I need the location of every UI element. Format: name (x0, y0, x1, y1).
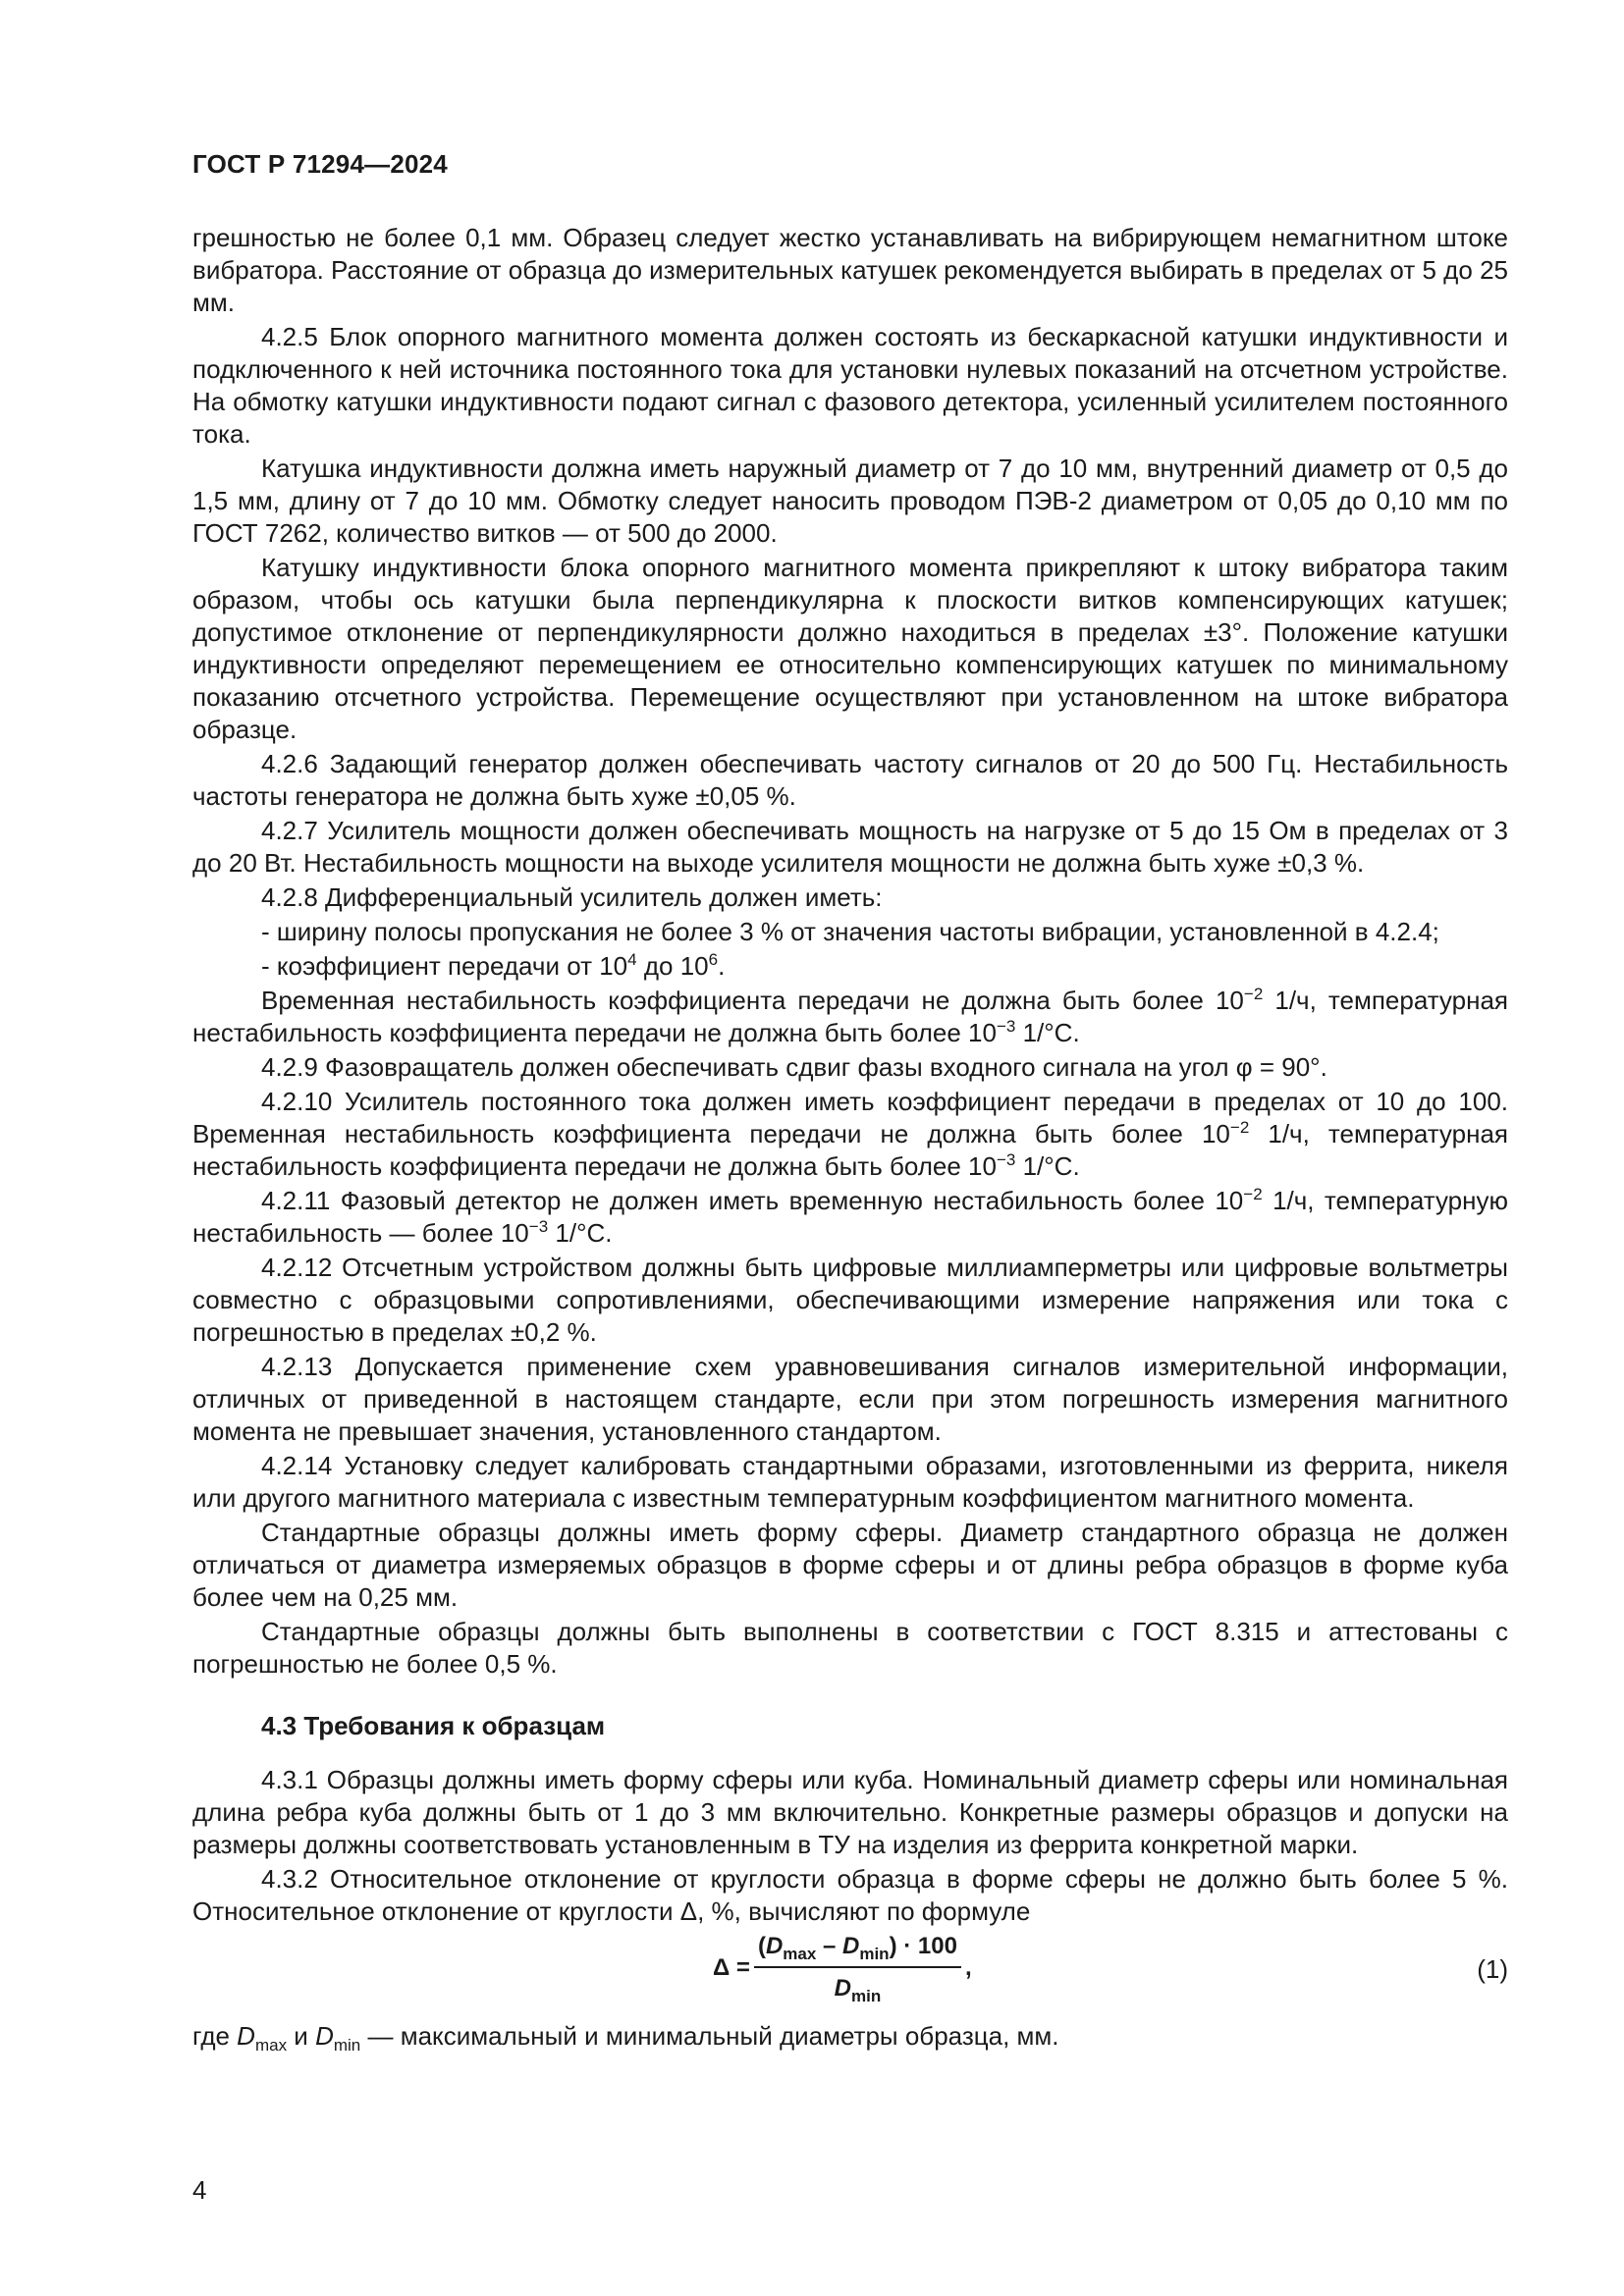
formula (713, 1930, 972, 2004)
text: 1/ч, температурная нестабильность коэффициента передачи не должна быть более 10 (192, 986, 1508, 1047)
superscript: −3 (528, 1217, 549, 1236)
symbol-d: D (237, 2021, 255, 2051)
text: Временная нестабильность коэффициента передачи не должна быть более 10 (261, 986, 1244, 1015)
formula-numerator (754, 1930, 961, 1968)
paragraph: Стандартные образцы должны быть выполнены в соответствии с ГОСТ 8.315 и аттестованы с погрешностью не более 0,5 %. (192, 1617, 1508, 1679)
text: — максимальный и минимальный диаметры образца, мм. (360, 2021, 1059, 2051)
formula-lhs: Δ = (713, 1953, 750, 1981)
subscript: min (859, 1945, 890, 1963)
superscript: −2 (1243, 985, 1264, 1003)
document-body (192, 222, 1508, 2055)
symbol-d: D (315, 2021, 334, 2051)
paragraph-4-2-11 (192, 1185, 1508, 1250)
text: 1/ч, температурная нестабильность коэффициента передачи не должна быть более 10 (192, 1119, 1508, 1181)
text: – (816, 1933, 842, 1959)
symbol-d: D (834, 1975, 851, 2002)
superscript: 6 (708, 950, 719, 969)
paragraph-4-2-9: 4.2.9 Фазовращатель должен обеспечивать сдвиг фазы входного сигнала на угол φ = 90°. (261, 1052, 1327, 1082)
text: 1/°С. (548, 1218, 613, 1248)
document-header: ГОСТ Р 71294—2024 (192, 149, 448, 179)
text: 4.2.11 Фазовый детектор не должен иметь временную нестабильность более 10 (261, 1186, 1244, 1215)
paragraph-4-2-14: 4.2.14 Установку следует калибровать стандартными образами, изготовленными из феррита, никеля или другого магнитного материала с известным температурным коэффициентом магнитного момента. (192, 1451, 1508, 1513)
symbol-d: D (842, 1933, 860, 1959)
subscript: min (851, 1987, 882, 2005)
text: . (718, 951, 726, 981)
equation-number: (1) (1477, 1954, 1508, 1984)
page-number: 4 (192, 2175, 207, 2205)
subscript: min (333, 2036, 361, 2055)
paragraph-4-2-10 (192, 1086, 1508, 1183)
paragraph-4-2-13: 4.2.13 Допускается применение схем уравновешивания сигналов измерительной информации, отличных от приведенной в настоящем стандарте, если при этом погрешность измерения магнитного момента не превышает значения, установленного стандартом. (192, 1352, 1508, 1446)
formula-row (192, 1930, 1508, 2014)
text: 4.2.10 Усилитель постоянного тока должен иметь коэффициент передачи в пределах от 10 до 100. Временная нестабильность коэффициента передачи не должна быть более 10 (192, 1087, 1508, 1148)
formula-explanation (192, 2020, 1508, 2053)
paragraph-4-2-6: 4.2.6 Задающий генератор должен обеспечивать частоту сигналов от 20 до 500 Гц. Нестабильность частоты генератора не должна быть хуже ±0,05 %. (192, 749, 1508, 811)
text: - коэффициент передачи от 10 (261, 951, 628, 981)
text: 1/°С. (1015, 1018, 1080, 1047)
text: ) · 100 (889, 1933, 957, 1959)
text: 1/ч, температурную нестабильность — более 10 (192, 1186, 1509, 1248)
section-heading: 4.3 Требования к образцам (261, 1711, 606, 1740)
text: и (287, 2021, 316, 2051)
subscript: max (254, 2036, 288, 2055)
paragraph-4-3-1: 4.3.1 Образцы должны иметь форму сферы или куба. Номинальный диаметр сферы или номинальная длина ребра куба должны быть от 1 до 3 мм включительно. Конкретные размеры образцов и допуски на размеры должны соответствовать установленным в ТУ на изделия из феррита конкретной марки. (192, 1765, 1508, 1859)
subscript: max (783, 1945, 817, 1963)
text: до 10 (636, 951, 709, 981)
list-item: - ширину полосы пропускания не более 3 % от значения частоты вибрации, установленной в 4.2.4; (261, 917, 1439, 946)
paragraph-4-2-5: 4.2.5 Блок опорного магнитного момента должен состоять из бескаркасной катушки индуктивности и подключенного к ней источника постоянного тока для установки нулевых показаний на отсчетном устройстве. На обмотку катушки индуктивности подают сигнал с фазового детектора, усиленный усилителем постоянного тока. (192, 322, 1508, 449)
formula-fraction (754, 1930, 961, 2004)
paragraph-4-3-2: 4.3.2 Относительное отклонение от круглости образца в форме сферы не должно быть более 5 %. Относительное отклонение от круглости Δ, %, вычисляют по формуле (192, 1864, 1508, 1926)
superscript: −3 (996, 1017, 1016, 1036)
list-item (192, 950, 1508, 983)
text: 1/°С. (1015, 1151, 1080, 1181)
paragraph (192, 985, 1508, 1049)
superscript: 4 (627, 950, 637, 969)
text: ( (757, 1933, 766, 1959)
paragraph-4-2-12: 4.2.12 Отсчетным устройством должны быть цифровые миллиамперметры или цифровые вольтметры совместно с образцовыми сопротивлениями, обеспечивающими измерение напряжения или тока с погрешностью в пределах ±0,2 %. (192, 1253, 1508, 1347)
formula-comma: , (964, 1953, 972, 1981)
superscript: −2 (1229, 1118, 1250, 1137)
paragraph: Катушка индуктивности должна иметь наружный диаметр от 7 до 10 мм, внутренний диаметр от 0,5 до 1,5 мм, длину от 7 до 10 мм. Обмотку следует наносить проводом ПЭВ-2 диаметром от 0,05 до 0,10 мм по ГОСТ 7262, количество витков — от 500 до 2000. (192, 454, 1508, 548)
paragraph-4-2-7: 4.2.7 Усилитель мощности должен обеспечивать мощность на нагрузке от 5 до 15 Ом в пределах от 3 до 20 Вт. Нестабильность мощности на выходе усилителя мощности не должна быть хуже ±0,3 %. (192, 816, 1508, 878)
superscript: −2 (1243, 1185, 1263, 1203)
paragraph: Стандартные образцы должны иметь форму сферы. Диаметр стандартного образца не должен отличаться от диаметра измеряемых образцов в форме сферы и от длины ребра образцов в форме куба более чем на 0,25 мм. (192, 1518, 1508, 1612)
symbol-d: D (765, 1933, 784, 1959)
paragraph-4-2-8: 4.2.8 Дифференциальный усилитель должен иметь: (261, 882, 883, 912)
text: где (192, 2021, 238, 2051)
formula-denominator (835, 1968, 882, 2004)
paragraph: Катушку индуктивности блока опорного магнитного момента прикрепляют к штоку вибратора таким образом, чтобы ось катушки была перпендикулярна к плоскости витков компенсирующих катушек; допустимое отклонение от перпендикулярности должно находиться в пределах ±3°. Положение катушки индуктивности определяют перемещением ее относительно компенсирующих катушек по минимальному показанию отсчетного устройства. Перемещение осуществляют при установленном на штоке вибратора образце. (192, 553, 1508, 744)
paragraph: грешностью не более 0,1 мм. Образец следует жестко устанавливать на вибрирующем немагнитном штоке вибратора. Расстояние от образца до измерительных катушек рекомендуется выбирать в пределах от 5 до 25 мм. (192, 223, 1508, 317)
superscript: −3 (996, 1150, 1016, 1169)
